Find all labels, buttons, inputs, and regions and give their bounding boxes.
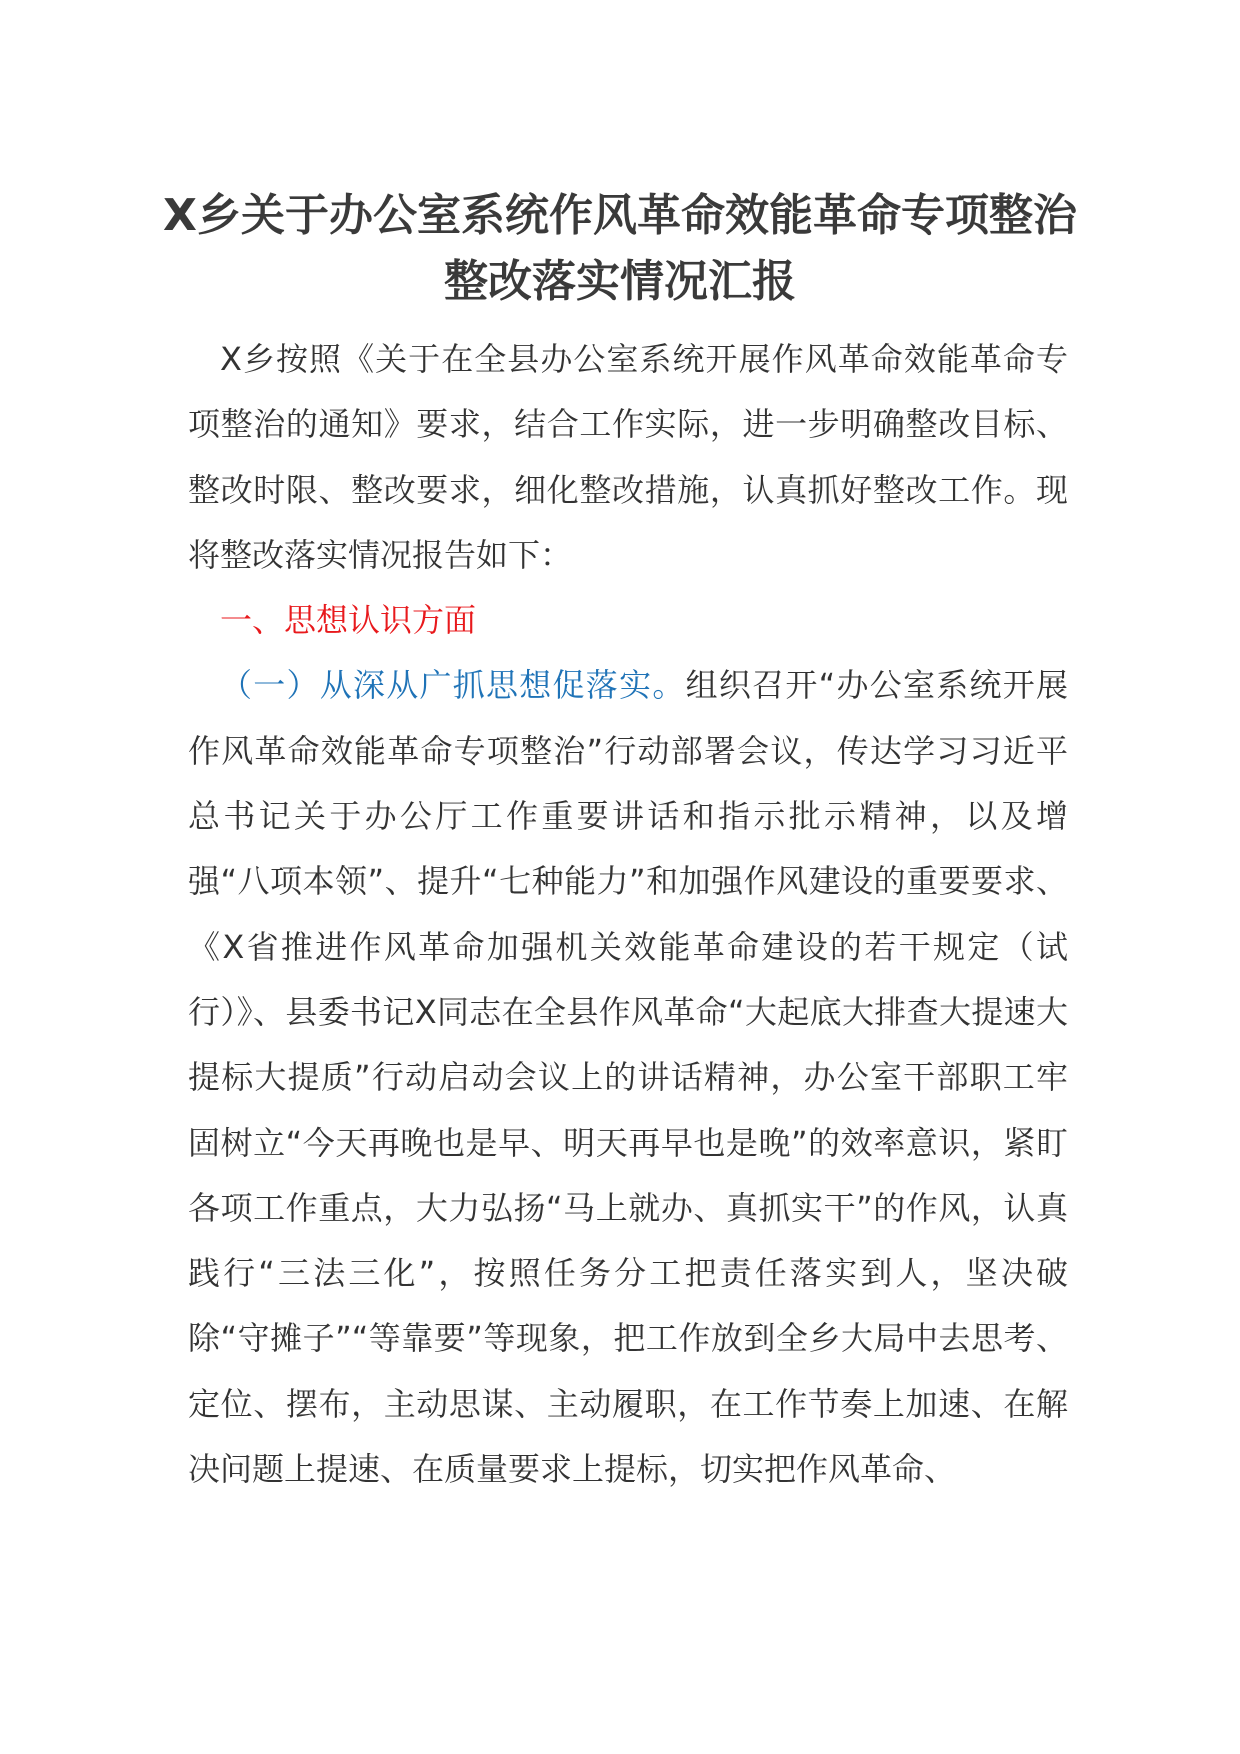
intro-paragraph: X乡按照《关于在全县办公室系统开展作风革命效能革命专项整治的通知》要求，结合工作实际，进一步明确整改目标、整改时限、整改要求，细化整改措施，认真抓好整改工作。现将整改落实情况报告如下： — [188, 340, 1068, 574]
document-title: X乡关于办公室系统作风革命效能革命专项整治整改落实情况汇报 — [163, 190, 1077, 307]
subsection-text: 组织召开“办公室系统开展作风革命效能革命专项整治”行动部署会议，传达学习习近平总书记关于办公厅工作重要讲话和指示批示精神，以及增强“八项本领”、提升“七种能力”和加强作风建设的重要要求、《X省推进作风革命加强机关效能革命建设的若干规定（试行）》、县委书记X同志在全县作风革命“大起底大排查大提速大提标大提质”行动启动会议上的讲话精神，办公室干部职工牢固树立“今天再晚也是早、明天再早也是晚”的效率意识，紧盯各项工作重点，大力弘扬“马上就办、真抓实干”的作风，认真践行“三法三化”，按照任务分工把责任落实到人，坚决破除“守摊子”“等靠要”等现象，把工作放到全乡大局中去思考、定位、摆布，主动思谋、主动履职，在工作节奏上加速、在解决问题上提速、在质量要求上提标，切实把作风革命、 — [188, 666, 1068, 1489]
section-heading-text: 一、思想认识方面 — [220, 601, 477, 640]
section-heading — [188, 588, 1068, 653]
document-body — [188, 327, 1068, 1502]
subsection-paragraph — [188, 653, 1068, 1502]
subsection-heading: （一）从深从广抓思想促落实。 — [220, 666, 686, 705]
